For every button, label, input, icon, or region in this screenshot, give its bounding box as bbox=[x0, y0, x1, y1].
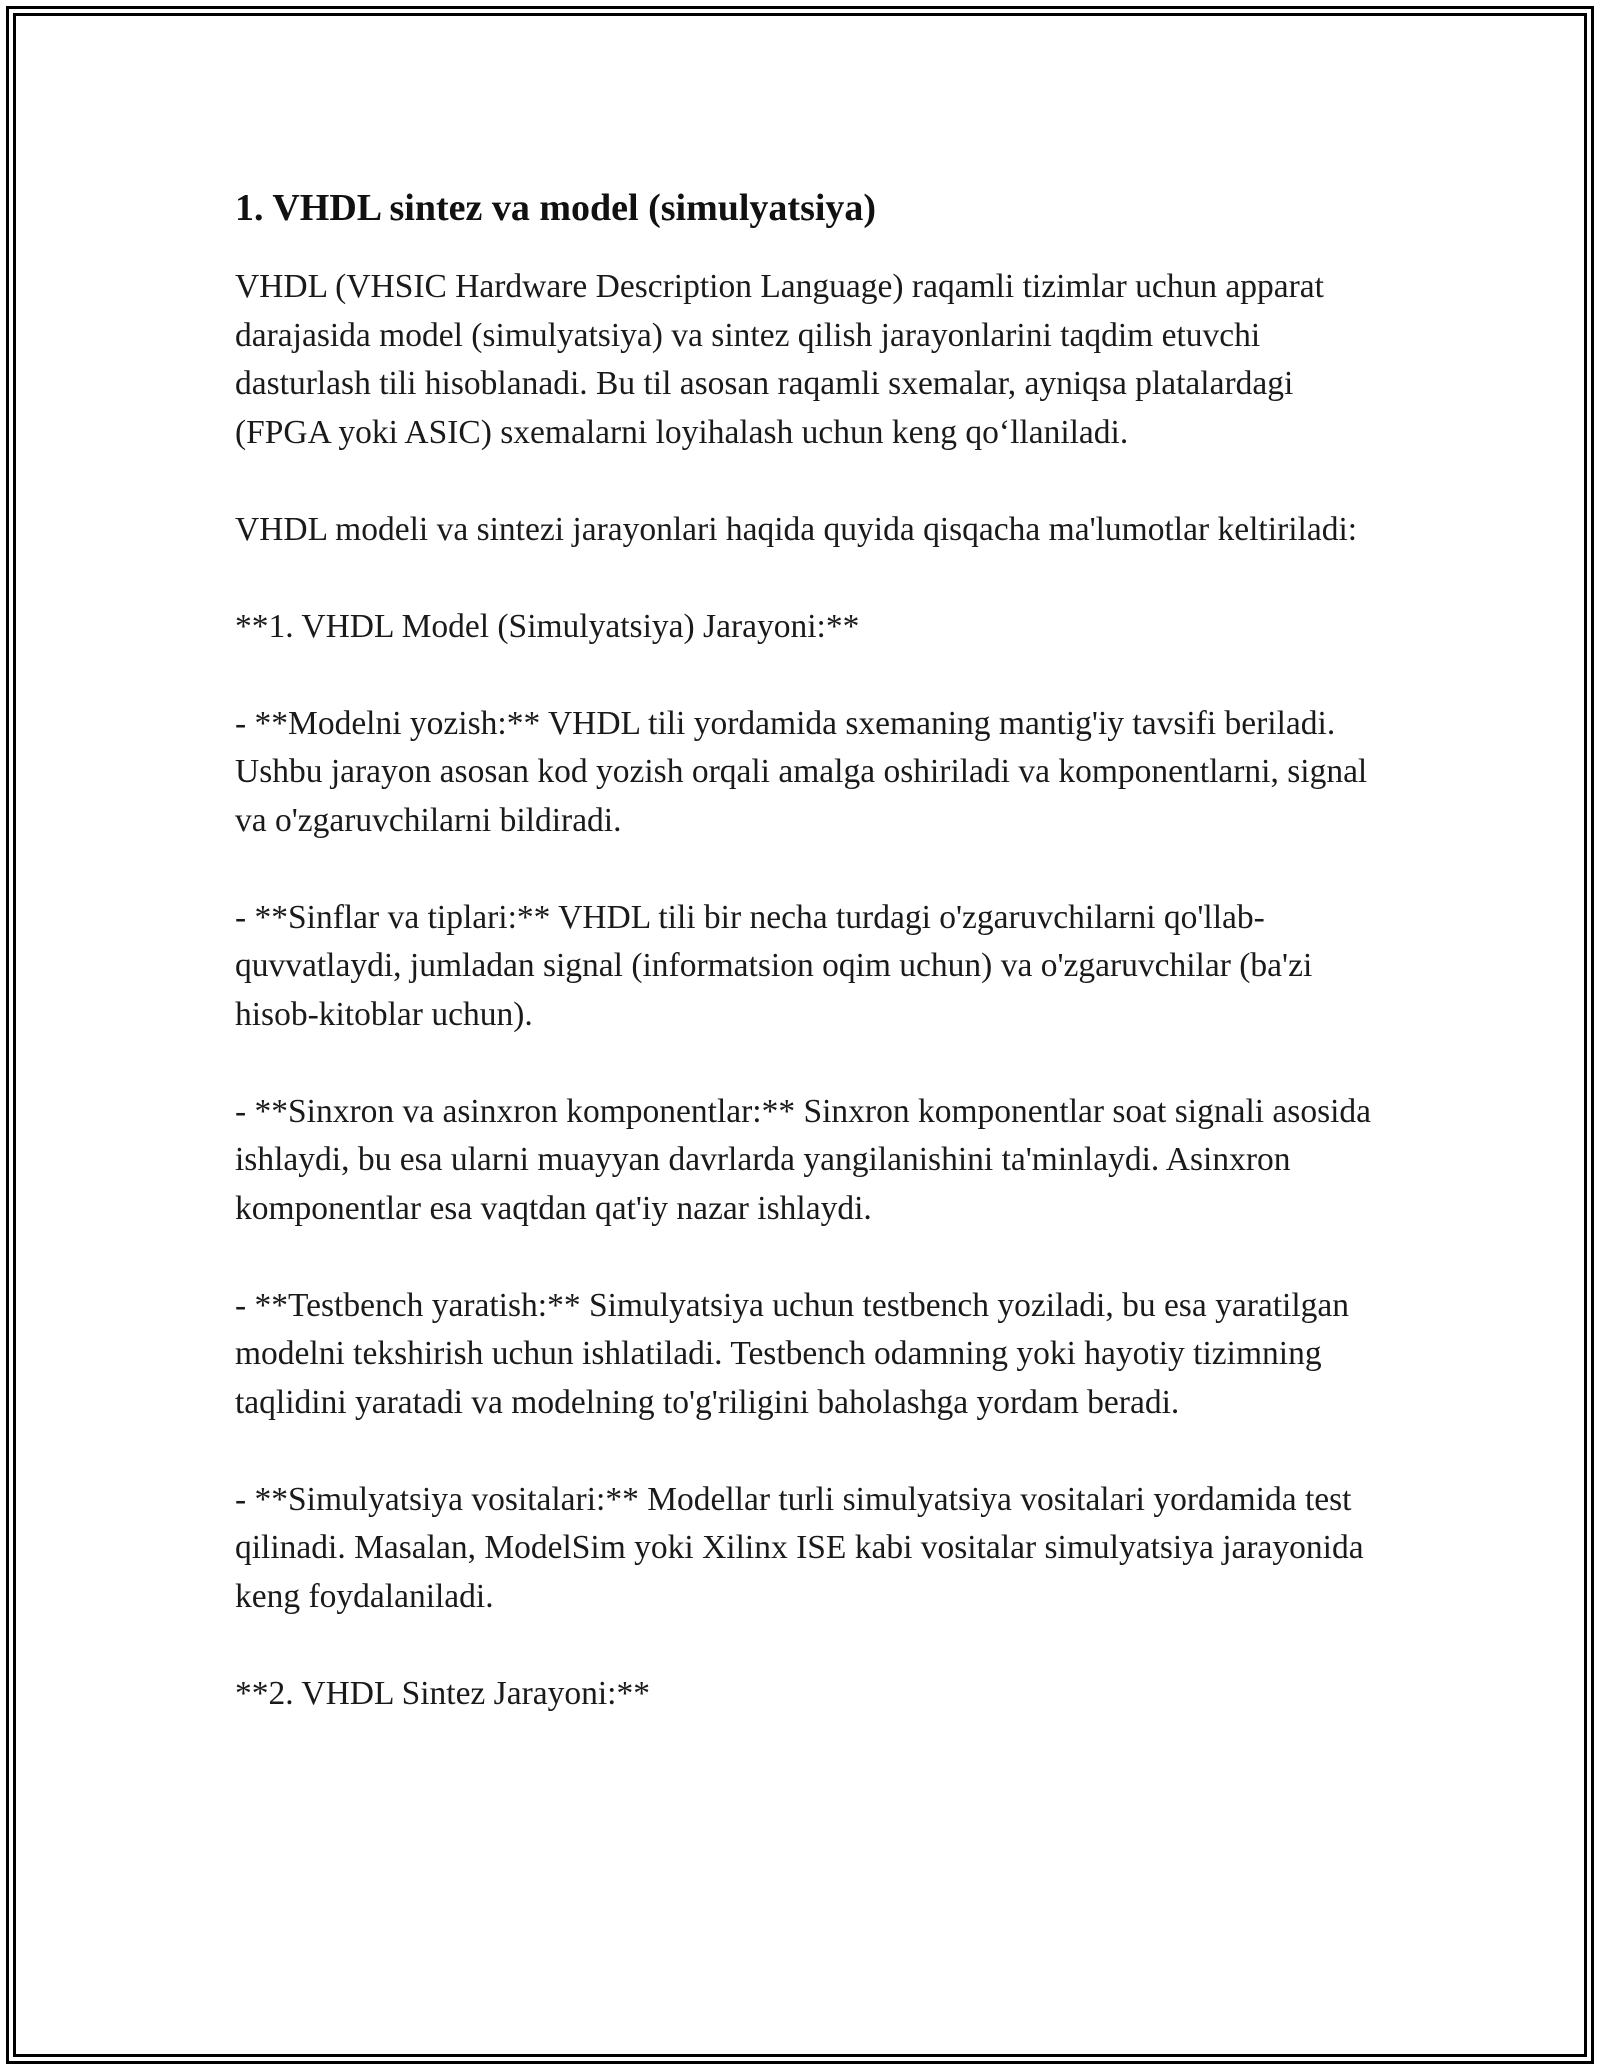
summary-intro-paragraph: VHDL modeli va sintezi jarayonlari haqida quyida qisqacha ma'lumotlar keltiriladi: bbox=[235, 510, 1358, 548]
list-item-classes-types: - **Sinflar va tiplari:** VHDL tili bir necha turdagi o'zgaruvchilarni qo'llab-quvvatlaydi, jumladan signal (informatsion oqim uchun) va o'zgaruvchilar (ba'zi hisob-kitoblar uchun). bbox=[235, 898, 1313, 1033]
document-body bbox=[235, 185, 1385, 1767]
section-heading: 1. VHDL sintez va model (simulyatsiya) bbox=[235, 187, 877, 229]
list-item-sync-async: - **Sinxron va asinxron komponentlar:** Sinxron komponentlar soat signali asosida ishlaydi, bu esa ularni muayyan davrlarda yangilanishini ta'minlaydi. Asinxron komponentlar esa vaqtdan qat'iy nazar ishlaydi. bbox=[235, 1092, 1372, 1227]
list-item-model-writing: - **Modelni yozish:** VHDL tili yordamida sxemaning mantig'iy tavsifi beriladi. Ushbu jarayon asosan kod yozish orqali amalga oshiriladi va komponentlarni, signal va o'zgaruvchilarni bildiradi. bbox=[235, 704, 1368, 839]
list-item-simulation-tools: - **Simulyatsiya vositalari:** Modellar turli simulyatsiya vositalari yordamida test qilinadi. Masalan, ModelSim yoki Xilinx ISE kabi vositalar simulyatsiya jarayonida keng foydalaniladi. bbox=[235, 1480, 1364, 1615]
subheading-model-process: **1. VHDL Model (Simulyatsiya) Jarayoni:** bbox=[235, 607, 860, 645]
list-item-testbench: - **Testbench yaratish:** Simulyatsiya uchun testbench yoziladi, bu esa yaratilgan modelni tekshirish uchun ishlatiladi. Testbench odamning yoki hayotiy tizimning taqlidini yaratadi va modelning to'g'riligini baholashga yordam beradi. bbox=[235, 1286, 1350, 1421]
subheading-synthesis-process: **2. VHDL Sintez Jarayoni:** bbox=[235, 1674, 650, 1712]
intro-paragraph: VHDL (VHSIC Hardware Description Language) raqamli tizimlar uchun apparat darajasida model (simulyatsiya) va sintez qilish jarayonlarini taqdim etuvchi dasturlash tili hisoblanadi. Bu til asosan raqamli sxemalar, ayniqsa platalardagi (FPGA yoki ASIC) sxemalarni loyihalash uchun keng qo‘llaniladi. bbox=[235, 268, 1324, 451]
